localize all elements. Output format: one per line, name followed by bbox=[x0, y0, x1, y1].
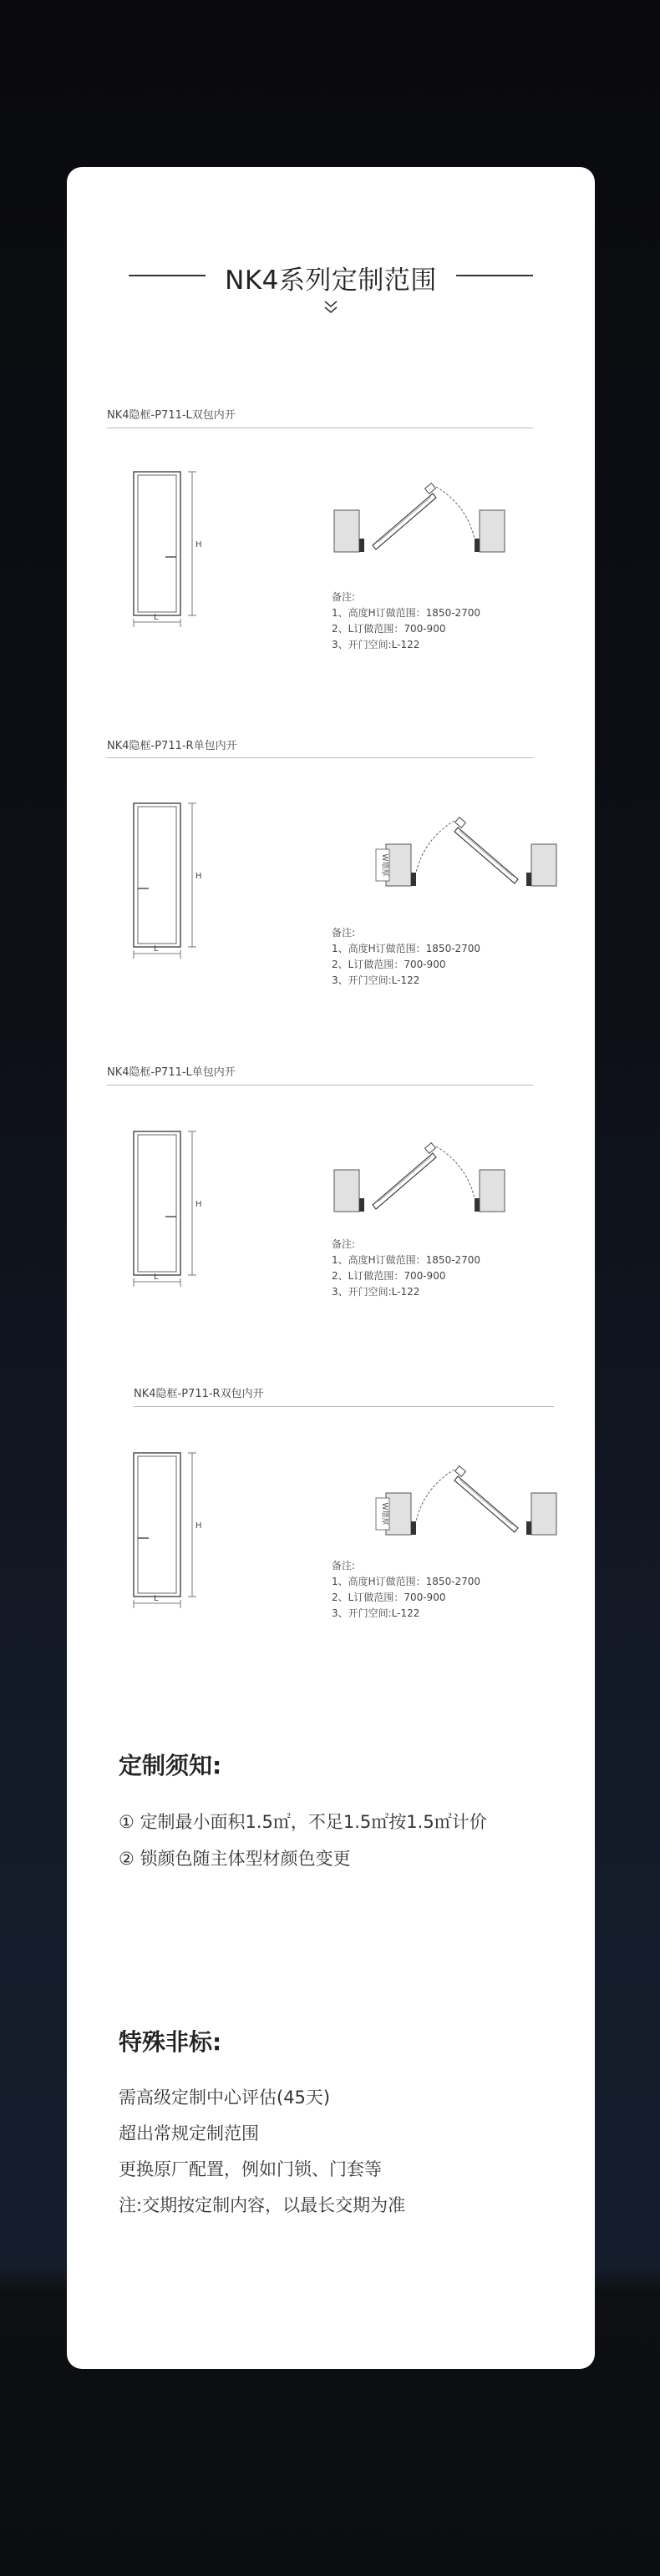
special-item: 需高级定制中心评估(45天) bbox=[119, 2088, 331, 2108]
right-wall bbox=[386, 844, 411, 886]
section-3-plan-diagram bbox=[333, 1115, 558, 1215]
section-2-rule bbox=[107, 757, 533, 758]
left-jamb bbox=[526, 1521, 531, 1535]
note-line: 1、高度H订做范围：1850-2700 bbox=[332, 607, 481, 619]
section-2-label: NK4隐框-P711-R单包内开 bbox=[107, 740, 237, 752]
note-line: 3、开门空间:L-122 bbox=[332, 1286, 420, 1298]
note-line: 1、高度H订做范围：1850-2700 bbox=[332, 943, 481, 954]
width-dimension-label: L bbox=[154, 1594, 159, 1603]
height-dimension-label: H bbox=[195, 1200, 202, 1209]
note-line: 备注: bbox=[332, 1560, 356, 1571]
special-item: 更换原厂配置，例如门锁、门套等 bbox=[119, 2159, 382, 2179]
door-leaf bbox=[138, 807, 176, 944]
door-leaf bbox=[138, 1135, 176, 1272]
left-wall bbox=[334, 510, 359, 552]
note-line: 备注: bbox=[332, 927, 356, 939]
door-outer-frame bbox=[134, 803, 180, 947]
section-1-label: NK4隐框-P711-L双包内开 bbox=[107, 409, 236, 422]
custom-notice-heading: 定制须知: bbox=[119, 1752, 222, 1779]
door-hinge-block bbox=[425, 483, 436, 494]
section-3-label: NK4隐框-P711-L单包内开 bbox=[107, 1066, 236, 1079]
right-jamb bbox=[411, 873, 416, 886]
door-inner-line bbox=[378, 1156, 431, 1202]
section-1-plan-diagram bbox=[333, 455, 558, 555]
section-4-rule bbox=[134, 1406, 554, 1407]
section-4-plan-diagram bbox=[333, 1438, 558, 1542]
special-heading: 特殊非标: bbox=[119, 2028, 222, 2056]
door-hinge-block bbox=[455, 817, 466, 828]
door-outer-frame bbox=[134, 1131, 180, 1275]
note-line: 备注: bbox=[332, 591, 356, 603]
left-jamb bbox=[359, 1198, 364, 1212]
note-line: 备注: bbox=[332, 1238, 356, 1250]
right-jamb bbox=[475, 539, 480, 552]
title-row bbox=[67, 254, 595, 296]
section-2-notes bbox=[332, 925, 480, 989]
section-3-rule bbox=[107, 1085, 533, 1086]
height-dimension-label: H bbox=[195, 540, 202, 549]
note-line: 2、L订做范围：700-900 bbox=[332, 623, 446, 635]
door-leaf-open bbox=[373, 493, 436, 549]
right-wall bbox=[386, 1493, 411, 1535]
note-line: 1、高度H订做范围：1850-2700 bbox=[332, 1576, 481, 1587]
note-line: 1、高度H订做范围：1850-2700 bbox=[332, 1254, 481, 1266]
page-title: NK4系列定制范围 bbox=[225, 266, 437, 296]
section-1-notes bbox=[332, 590, 480, 653]
custom-notice-item: ② 锁颜色随主体型材颜色变更 bbox=[119, 1849, 351, 1869]
door-inner-line bbox=[378, 497, 431, 542]
width-dimension-label: L bbox=[154, 1273, 159, 1282]
door-outer-frame bbox=[134, 472, 180, 615]
note-line: 2、L订做范围：700-900 bbox=[332, 1592, 446, 1603]
custom-notice-item: ① 定制最小面积1.5㎡，不足1.5㎡按1.5㎡计价 bbox=[119, 1812, 487, 1832]
note-line: 3、开门空间:L-122 bbox=[332, 639, 420, 650]
door-hinge-block bbox=[455, 1466, 466, 1477]
width-dimension-label: L bbox=[154, 944, 159, 954]
section-4-elevation-diagram bbox=[125, 1445, 217, 1620]
right-jamb bbox=[411, 1521, 416, 1535]
door-leaf bbox=[138, 475, 176, 612]
door-leaf bbox=[138, 1456, 176, 1593]
door-outer-frame bbox=[134, 1453, 180, 1597]
special-item: 注:交期按定制内容，以最长交期为准 bbox=[119, 2195, 406, 2215]
height-dimension-label: H bbox=[195, 872, 202, 881]
title-right-line bbox=[456, 275, 533, 276]
door-inner-line bbox=[459, 1480, 512, 1525]
door-inner-line bbox=[459, 831, 512, 876]
section-4-label: NK4隐框-P711-R双包内开 bbox=[134, 1388, 264, 1400]
section-3-elevation-diagram bbox=[125, 1123, 217, 1298]
section-2-plan-diagram bbox=[333, 789, 558, 893]
note-line: 3、开门空间:L-122 bbox=[332, 974, 420, 986]
left-jamb bbox=[526, 873, 531, 886]
right-wall bbox=[480, 510, 505, 552]
door-hinge-block bbox=[425, 1143, 436, 1154]
door-swing-arc bbox=[416, 1470, 454, 1521]
special-item: 超出常规定制范围 bbox=[119, 2123, 259, 2143]
left-jamb bbox=[359, 539, 364, 552]
width-dimension-label: L bbox=[154, 613, 159, 622]
note-line: 2、L订做范围：700-900 bbox=[332, 959, 446, 970]
door-swing-arc bbox=[436, 487, 475, 539]
door-swing-arc bbox=[416, 821, 454, 873]
left-wall bbox=[531, 1493, 556, 1535]
note-line: 3、开门空间:L-122 bbox=[332, 1607, 420, 1619]
wall-thickness-label: W墙厚 bbox=[380, 1502, 388, 1526]
note-line: 2、L订做范围：700-900 bbox=[332, 1270, 446, 1282]
content-card bbox=[67, 167, 595, 2369]
double-chevron-down-icon bbox=[321, 299, 341, 316]
section-3-notes bbox=[332, 1237, 480, 1300]
door-swing-arc bbox=[436, 1146, 475, 1198]
right-jamb bbox=[475, 1198, 480, 1212]
section-4-notes bbox=[332, 1558, 480, 1622]
section-1-elevation-diagram bbox=[125, 463, 217, 639]
section-2-elevation-diagram bbox=[125, 795, 217, 970]
height-dimension-label: H bbox=[195, 1521, 202, 1531]
left-wall bbox=[531, 844, 556, 886]
door-leaf-open bbox=[454, 827, 518, 883]
right-wall bbox=[480, 1170, 505, 1212]
door-leaf-open bbox=[454, 1476, 518, 1532]
door-leaf-open bbox=[373, 1153, 436, 1209]
wall-thickness-label: W墙厚 bbox=[380, 853, 388, 877]
left-wall bbox=[334, 1170, 359, 1212]
